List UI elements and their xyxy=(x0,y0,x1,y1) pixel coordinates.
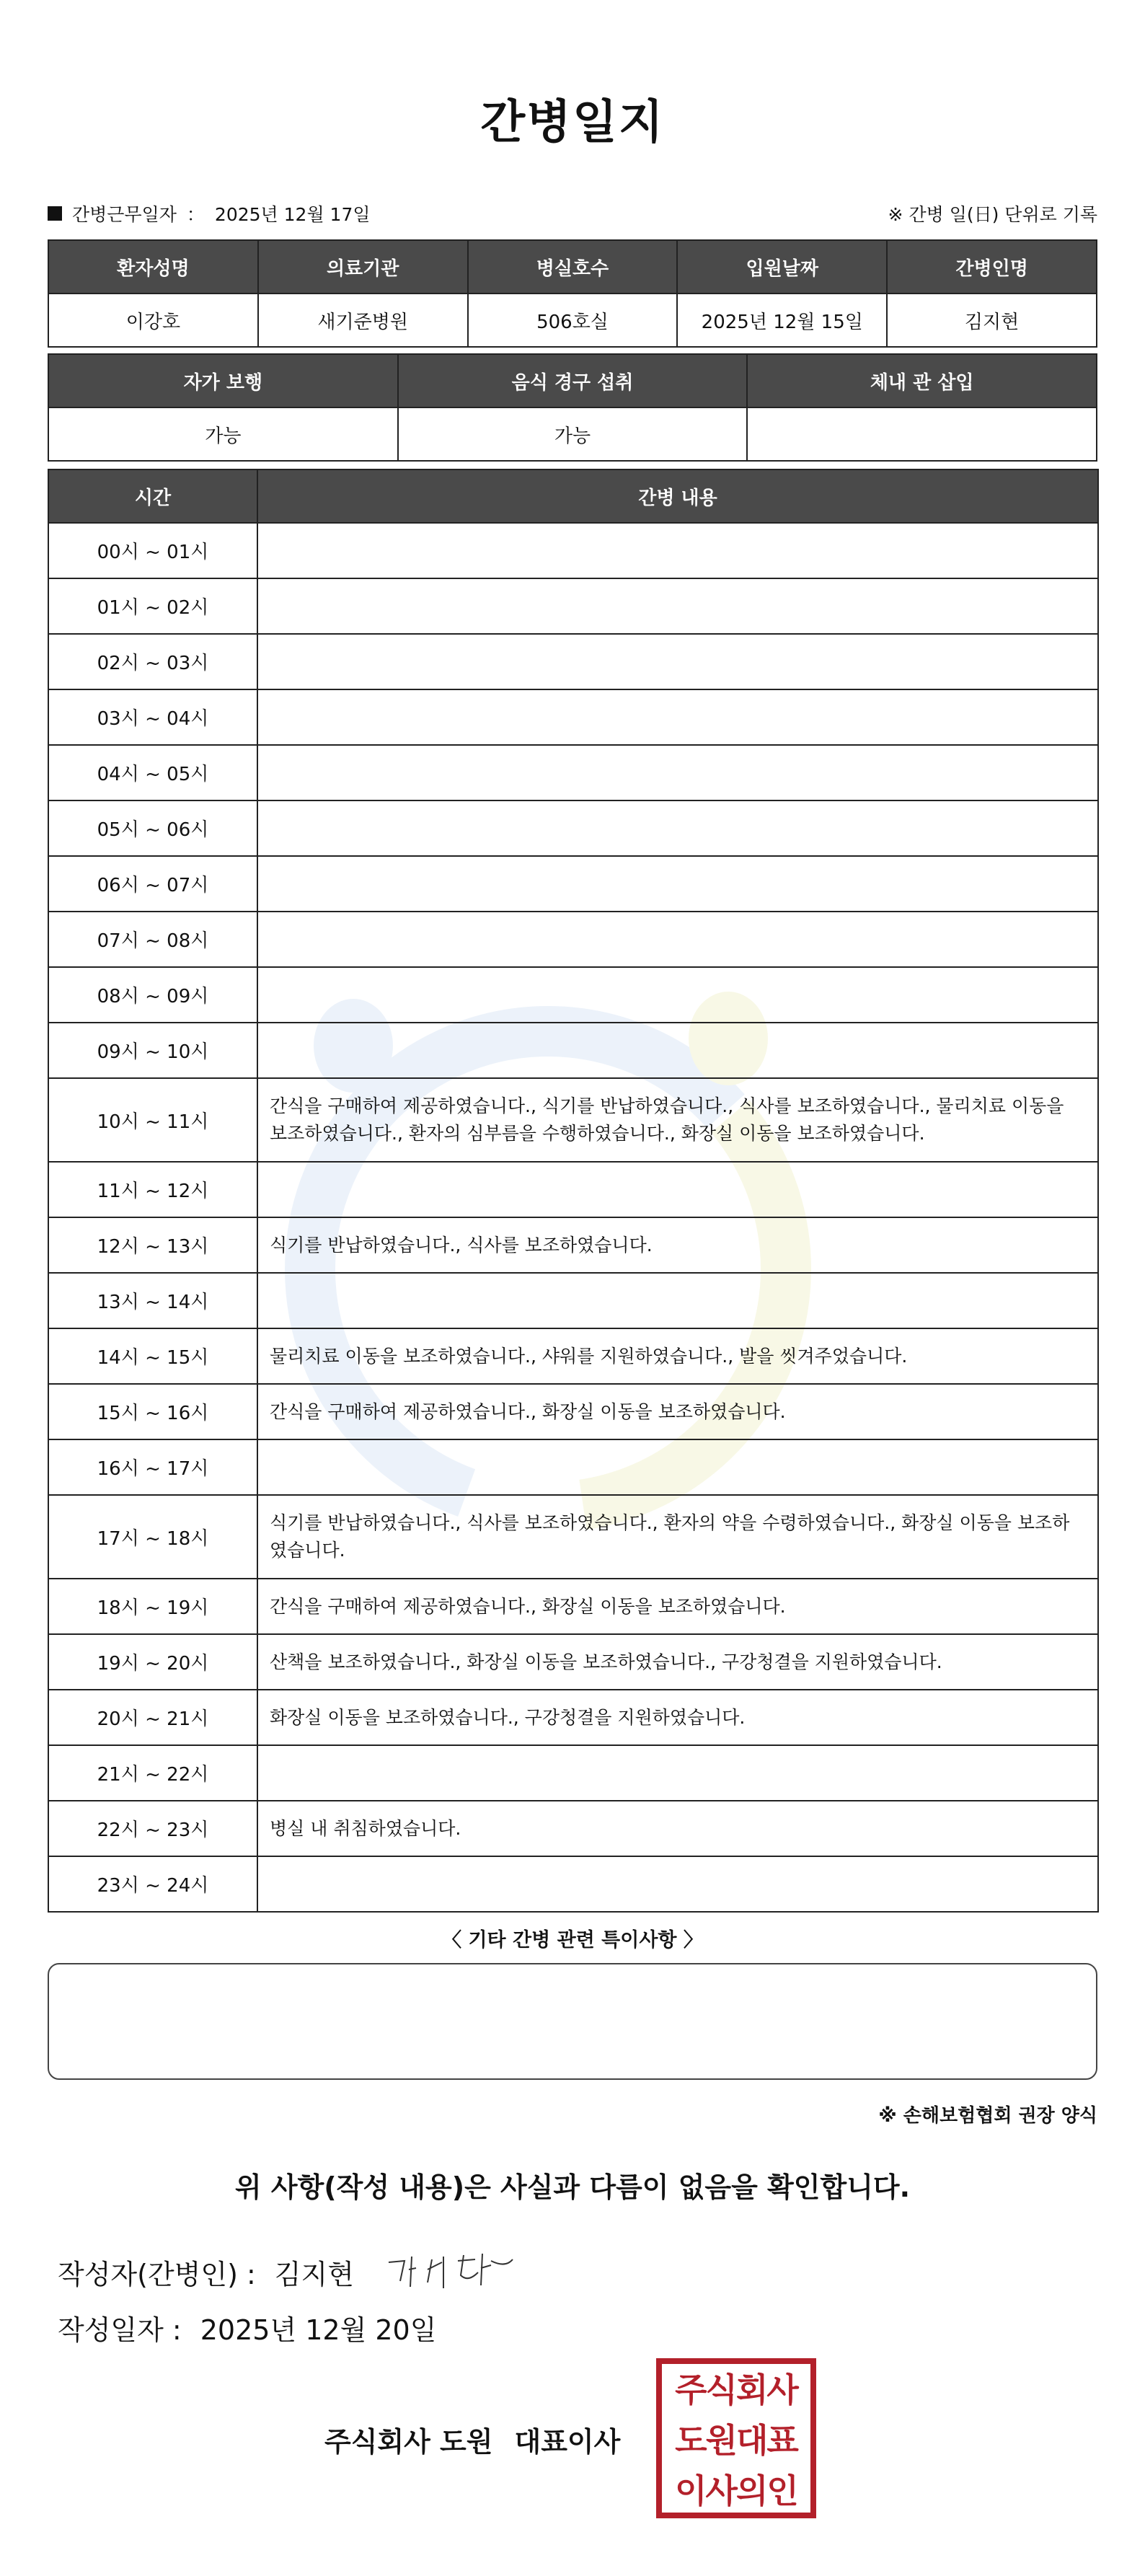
admission-date: 2025년 12월 15일 xyxy=(677,294,887,347)
care-log-content xyxy=(257,689,1098,745)
header-care-content: 간병 내용 xyxy=(257,469,1098,523)
svg-text:도원대표: 도원대표 xyxy=(675,2421,797,2460)
care-log-time: 14시 ~ 15시 xyxy=(48,1328,257,1384)
care-log-row xyxy=(48,800,1098,856)
signature-image xyxy=(383,2246,520,2297)
header-admission-date: 입원날짜 xyxy=(677,240,887,294)
company-seal-stamp xyxy=(655,2357,818,2520)
writer-row xyxy=(58,2246,520,2297)
care-log-time: 01시 ~ 02시 xyxy=(48,578,257,634)
svg-text:주식회사: 주식회사 xyxy=(675,2370,797,2409)
care-log-row xyxy=(48,745,1098,800)
square-bullet-icon xyxy=(48,206,62,221)
care-log-time: 06시 ~ 07시 xyxy=(48,856,257,912)
representative-title: 대표이사 xyxy=(514,2426,621,2458)
care-log-row xyxy=(48,967,1098,1023)
care-log-time: 12시 ~ 13시 xyxy=(48,1217,257,1273)
care-log-content xyxy=(257,634,1098,689)
care-log-content xyxy=(257,967,1098,1023)
care-log-time: 20시 ~ 21시 xyxy=(48,1690,257,1745)
care-log-time: 02시 ~ 03시 xyxy=(48,634,257,689)
room-number: 506호실 xyxy=(468,294,678,347)
header-room: 병실호수 xyxy=(468,240,678,294)
company-name: 주식회사 도원 xyxy=(324,2426,493,2458)
care-log-time: 07시 ~ 08시 xyxy=(48,912,257,967)
care-log-row xyxy=(48,578,1098,634)
care-log-time: 11시 ~ 12시 xyxy=(48,1162,257,1217)
patient-info-table xyxy=(48,239,1097,348)
work-date-label: 간병근무일자 xyxy=(72,204,177,225)
care-log-time: 19시 ~ 20시 xyxy=(48,1634,257,1690)
care-log-content xyxy=(257,1439,1098,1495)
write-date-label: 작성일자 : xyxy=(58,2314,182,2346)
care-log-time: 21시 ~ 22시 xyxy=(48,1745,257,1801)
care-log-content: 물리치료 이동을 보조하였습니다., 샤워를 지원하였습니다., 발을 씻겨주었습니다. xyxy=(257,1328,1098,1384)
care-log-row xyxy=(48,1328,1098,1384)
company-row xyxy=(324,2420,620,2459)
care-log-time: 00시 ~ 01시 xyxy=(48,523,257,578)
care-log-time: 15시 ~ 16시 xyxy=(48,1384,257,1439)
care-log-time: 08시 ~ 09시 xyxy=(48,967,257,1023)
hospital-name: 새기준병원 xyxy=(258,294,468,347)
care-log-row xyxy=(48,1856,1098,1912)
care-log-content xyxy=(257,1023,1098,1078)
care-log-time: 16시 ~ 17시 xyxy=(48,1439,257,1495)
care-log-time: 04시 ~ 05시 xyxy=(48,745,257,800)
care-log-row xyxy=(48,1023,1098,1078)
care-log-time: 05시 ~ 06시 xyxy=(48,800,257,856)
notes-title: 〈 기타 간병 관련 특이사항 〉 xyxy=(442,1929,703,1951)
care-log-row xyxy=(48,634,1098,689)
self-walking-value: 가능 xyxy=(48,407,398,461)
care-log-row xyxy=(48,1078,1098,1162)
care-log-time: 10시 ~ 11시 xyxy=(48,1078,257,1162)
care-log-row xyxy=(48,1384,1098,1439)
care-log-row xyxy=(48,1690,1098,1745)
care-log-body xyxy=(48,523,1098,1912)
care-log-row xyxy=(48,1162,1098,1217)
care-log-row xyxy=(48,689,1098,745)
writer-label: 작성자(간병인) : xyxy=(58,2258,256,2290)
care-log-content xyxy=(257,1856,1098,1912)
care-log-content: 간식을 구매하여 제공하였습니다., 화장실 이동을 보조하였습니다. xyxy=(257,1579,1098,1634)
care-log-content xyxy=(257,1745,1098,1801)
tube-insertion-value xyxy=(747,407,1097,461)
care-log-row xyxy=(48,1439,1098,1495)
care-log-row xyxy=(48,1634,1098,1690)
write-date-value: 2025년 12월 20일 xyxy=(200,2314,437,2346)
header-caregiver-name: 간병인명 xyxy=(887,240,1097,294)
care-log-content: 간식을 구매하여 제공하였습니다., 식기를 반납하였습니다., 식사를 보조하였습니다., 물리치료 이동을 보조하였습니다., 환자의 심부름을 수행하였습니다., 화장실 이동을 보조하였습니다. xyxy=(257,1078,1098,1162)
work-date-group xyxy=(48,200,371,226)
work-date-separator: ： xyxy=(186,204,205,225)
header-hospital: 의료기관 xyxy=(258,240,468,294)
care-log-content xyxy=(257,1162,1098,1217)
care-log-row xyxy=(48,1801,1098,1856)
header-tube-insertion: 체내 관 삽입 xyxy=(747,354,1097,407)
caregiver-name: 김지현 xyxy=(887,294,1097,347)
care-log-content xyxy=(257,523,1098,578)
header-self-walking: 자가 보행 xyxy=(48,354,398,407)
patient-status-table xyxy=(48,353,1097,462)
care-log-content: 식기를 반납하였습니다., 식사를 보조하였습니다. xyxy=(257,1217,1098,1273)
care-log-row xyxy=(48,1495,1098,1579)
writer-name: 김지현 xyxy=(274,2258,354,2290)
care-log-content: 간식을 구매하여 제공하였습니다., 화장실 이동을 보조하였습니다. xyxy=(257,1384,1098,1439)
care-log-content xyxy=(257,1273,1098,1328)
special-notes-box xyxy=(48,1963,1097,2080)
document-title: 간병일지 xyxy=(480,96,665,149)
confirm-statement: 위 사항(작성 내용)은 사실과 다름이 없음을 확인합니다. xyxy=(234,2171,911,2203)
write-date-row xyxy=(58,2308,436,2347)
care-log-time: 17시 ~ 18시 xyxy=(48,1495,257,1579)
care-log-time: 09시 ~ 10시 xyxy=(48,1023,257,1078)
svg-text:이사의인: 이사의인 xyxy=(675,2471,797,2510)
care-log-content: 병실 내 취침하였습니다. xyxy=(257,1801,1098,1856)
header-patient-name: 환자성명 xyxy=(48,240,258,294)
record-unit-note: ※ 간병 일(日) 단위로 기록 xyxy=(888,204,1097,225)
header-time: 시간 xyxy=(48,469,257,523)
care-log-content xyxy=(257,800,1098,856)
care-log-content xyxy=(257,745,1098,800)
header-oral-intake: 음식 경구 섭취 xyxy=(398,354,748,407)
work-date-value: 2025년 12월 17일 xyxy=(214,204,371,225)
care-log-time: 18시 ~ 19시 xyxy=(48,1579,257,1634)
care-log-time: 13시 ~ 14시 xyxy=(48,1273,257,1328)
oral-intake-value: 가능 xyxy=(398,407,748,461)
care-log-content xyxy=(257,856,1098,912)
care-log-content: 식기를 반납하였습니다., 식사를 보조하였습니다., 환자의 약을 수령하였습니다., 화장실 이동을 보조하였습니다. xyxy=(257,1495,1098,1579)
care-log-time: 03시 ~ 04시 xyxy=(48,689,257,745)
care-log-row xyxy=(48,1745,1098,1801)
care-log-content: 산책을 보조하였습니다., 화장실 이동을 보조하였습니다., 구강청결을 지원하였습니다. xyxy=(257,1634,1098,1690)
care-log-row xyxy=(48,523,1098,578)
care-log-row xyxy=(48,912,1098,967)
care-log-row xyxy=(48,856,1098,912)
care-log-time: 23시 ~ 24시 xyxy=(48,1856,257,1912)
care-log-row xyxy=(48,1217,1098,1273)
patient-name: 이강호 xyxy=(48,294,258,347)
care-log-content xyxy=(257,578,1098,634)
care-log-row xyxy=(48,1579,1098,1634)
meta-row xyxy=(48,200,1097,226)
care-log-content: 화장실 이동을 보조하였습니다., 구강청결을 지원하였습니다. xyxy=(257,1690,1098,1745)
recommend-note: ※ 손해보험협회 권장 양식 xyxy=(878,2105,1097,2127)
care-log-table xyxy=(48,469,1099,1913)
care-log-row xyxy=(48,1273,1098,1328)
care-log-time: 22시 ~ 23시 xyxy=(48,1801,257,1856)
care-log-content xyxy=(257,912,1098,967)
